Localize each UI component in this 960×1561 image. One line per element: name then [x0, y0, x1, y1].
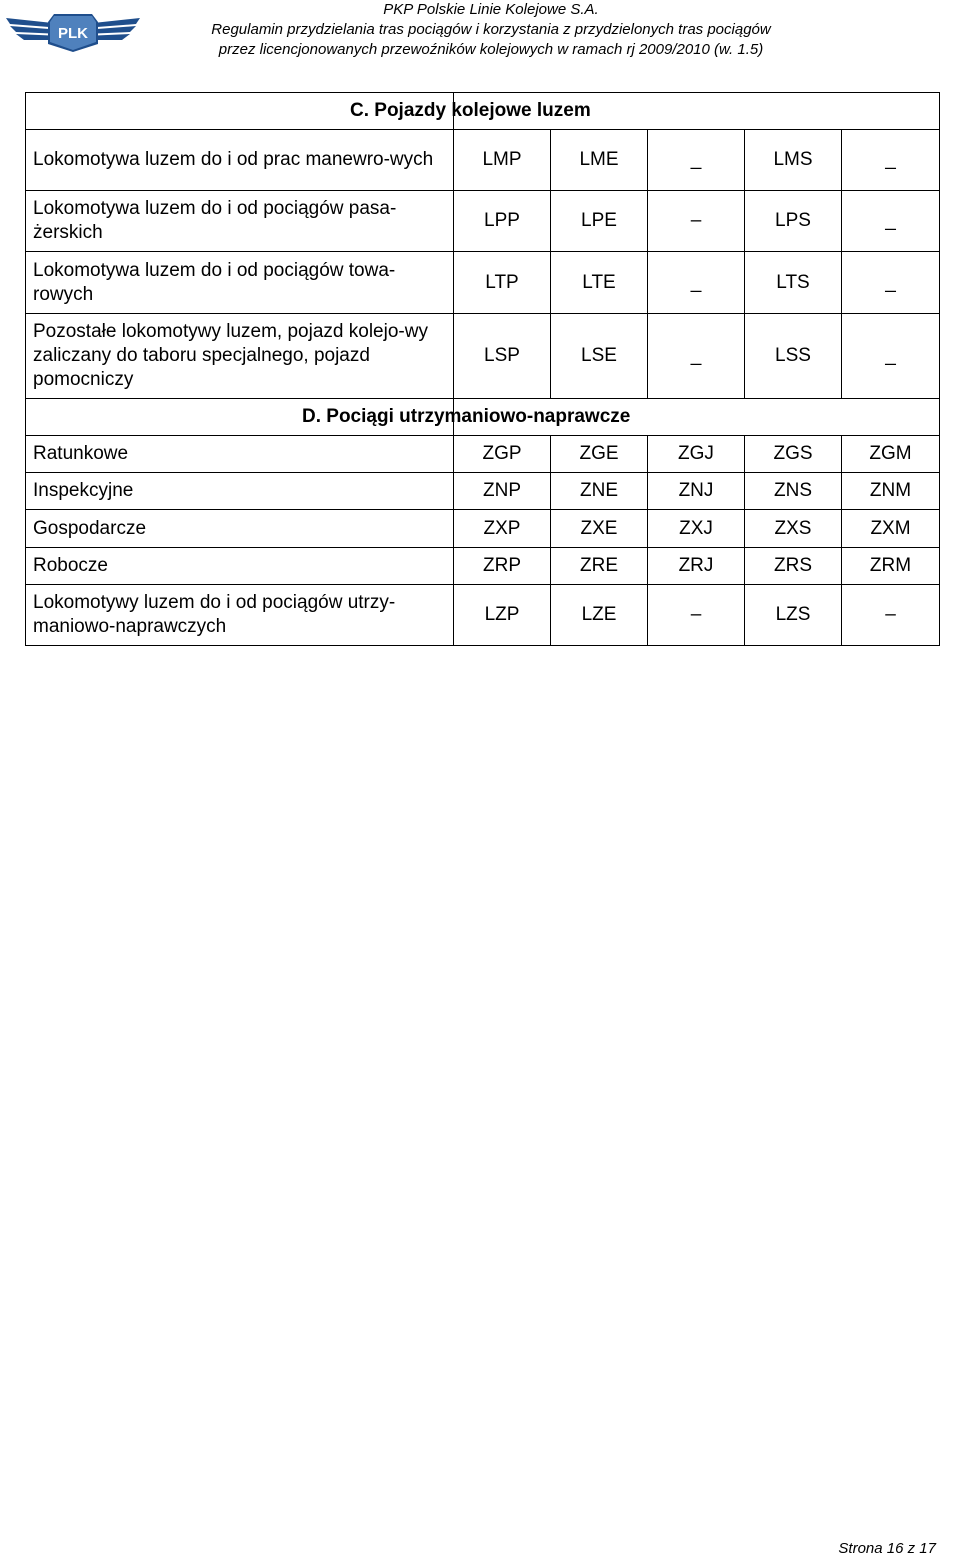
section-d-header-row [26, 399, 940, 436]
table-row [26, 314, 940, 399]
code-cell: _ [842, 252, 940, 314]
row-label: Gospodarcze [26, 510, 454, 548]
code-cell: LTP [454, 252, 551, 314]
row-label: Robocze [26, 548, 454, 585]
code-cell: _ [842, 130, 940, 191]
code-cell: ZGM [842, 436, 940, 473]
code-cell: ZNJ [648, 473, 745, 510]
code-cell: ZXM [842, 510, 940, 548]
page-number: Strona 16 z 17 [838, 1540, 936, 1557]
code-cell: _ [842, 314, 940, 399]
code-cell: LSS [745, 314, 842, 399]
code-cell: LPS [745, 191, 842, 252]
code-cell: ZXJ [648, 510, 745, 548]
code-cell: ZRE [551, 548, 648, 585]
row-label: Lokomotywa luzem do i od prac manewro-wych [26, 130, 454, 191]
code-cell: ZNS [745, 473, 842, 510]
plk-logo [4, 4, 142, 54]
code-cell: ZXE [551, 510, 648, 548]
code-cell: LTS [745, 252, 842, 314]
section-d-title: D. Pociągi utrzymaniowo-naprawcze [302, 406, 631, 427]
row-label: Lokomotywa luzem do i od pociągów towa-rowych [26, 252, 454, 314]
header-title-line2: przez licencjonowanych przewoźników kolejowych w ramach rj 2009/2010 (w. 1.5) [218, 41, 764, 58]
code-cell: LMP [454, 130, 551, 191]
table-row [26, 585, 940, 646]
code-cell: ZGP [454, 436, 551, 473]
code-cell: ZXS [745, 510, 842, 548]
row-label: Ratunkowe [26, 436, 454, 473]
section-c-title: C. Pojazdy kolejowe luzem [350, 100, 591, 121]
code-cell: LMS [745, 130, 842, 191]
code-cell: LTE [551, 252, 648, 314]
code-cell: LZS [745, 585, 842, 646]
code-cell: _ [842, 191, 940, 252]
header-company: PKP Polskie Linie Kolejowe S.A. [383, 1, 599, 18]
code-cell: ZNE [551, 473, 648, 510]
code-cell: ZGE [551, 436, 648, 473]
code-cell: – [648, 585, 745, 646]
code-cell: _ [648, 252, 745, 314]
code-cell: LME [551, 130, 648, 191]
code-cell: ZRJ [648, 548, 745, 585]
code-cell: LSE [551, 314, 648, 399]
code-cell: LPP [454, 191, 551, 252]
table-row [26, 191, 940, 252]
code-cell: ZRS [745, 548, 842, 585]
code-cell: ZGS [745, 436, 842, 473]
table-row [26, 510, 940, 548]
code-cell: ZRM [842, 548, 940, 585]
table-row [26, 130, 940, 191]
code-cell: ZRP [454, 548, 551, 585]
code-cell: – [842, 585, 940, 646]
header-title-line1: Regulamin przydzielania tras pociągów i korzystania z przydzielonych tras pociągów [211, 21, 771, 38]
logo-text: PLK [58, 25, 88, 42]
table-row [26, 436, 940, 473]
code-cell: LSP [454, 314, 551, 399]
page-header [150, 0, 832, 60]
train-codes-table [25, 92, 940, 646]
code-cell: ZNP [454, 473, 551, 510]
row-label: Lokomotywy luzem do i od pociągów utrzy-maniowo-naprawczych [26, 585, 454, 646]
code-cell: LPE [551, 191, 648, 252]
row-label: Inspekcyjne [26, 473, 454, 510]
code-cell: ZXP [454, 510, 551, 548]
code-cell: _ [648, 314, 745, 399]
code-cell: LZP [454, 585, 551, 646]
code-cell: ZGJ [648, 436, 745, 473]
table-row [26, 473, 940, 510]
table-row [26, 548, 940, 585]
row-label: Pozostałe lokomotywy luzem, pojazd kolejo-wy zaliczany do taboru specjalnego, pojazd pomocniczy [26, 314, 454, 399]
code-cell: – [648, 191, 745, 252]
code-cell: ZNM [842, 473, 940, 510]
row-label: Lokomotywa luzem do i od pociągów pasa-żerskich [26, 191, 454, 252]
section-c-header-row [26, 93, 940, 130]
table-row [26, 252, 940, 314]
code-cell: LZE [551, 585, 648, 646]
code-cell: _ [648, 130, 745, 191]
